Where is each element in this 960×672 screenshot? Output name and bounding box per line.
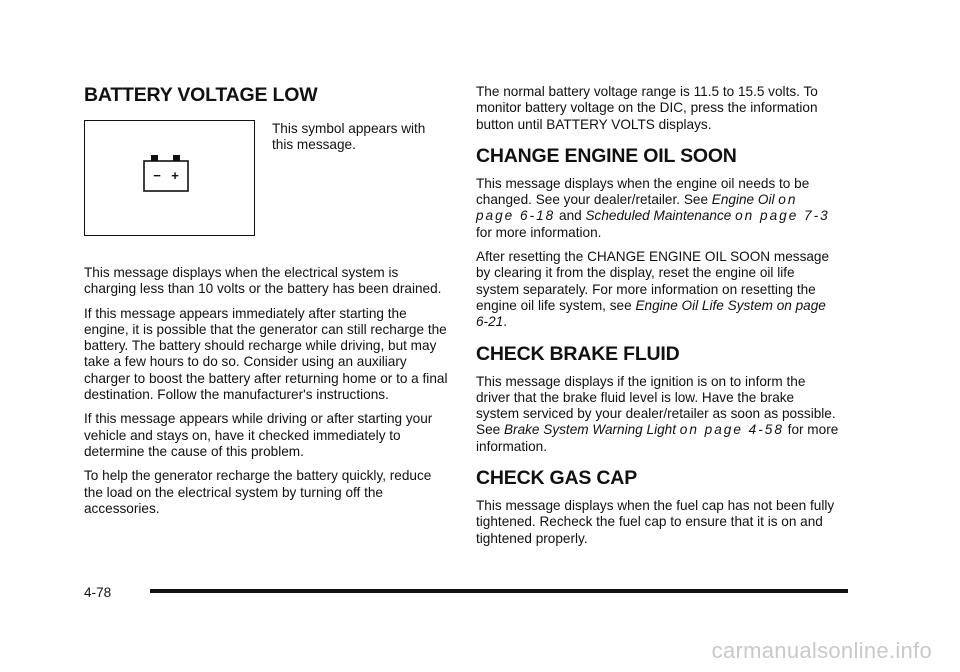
check-brake-fluid-heading: CHECK BRAKE FLUID <box>476 342 680 365</box>
battery-plus-sign: + <box>171 168 179 183</box>
oil-p1-end: for more information. <box>476 224 602 240</box>
symbol-frame <box>84 120 255 236</box>
change-engine-oil-soon-heading: CHANGE ENGINE OIL SOON <box>476 144 737 167</box>
scheduled-maintenance-link[interactable]: Scheduled Maintenance <box>585 208 732 224</box>
battery-voltage-low-heading: BATTERY VOLTAGE LOW <box>84 84 318 106</box>
battery-voltage-range-paragraph: The normal battery voltage range is 11.5 to 15.5 volts. To monitor battery voltage on the DIC, press the information button until BATTERY VOLTS displays. <box>476 84 818 132</box>
oil-paragraph-1 <box>476 176 840 241</box>
gas-cap-paragraph: This message displays when the fuel cap has not been fully tightened. Recheck the fuel cap to ensure that it is on and tightened properly. <box>476 498 835 546</box>
engine-oil-link[interactable]: Engine Oil <box>711 192 775 208</box>
symbol-row <box>84 120 448 238</box>
battery-paragraph-3: If this message appears while driving or after starting your vehicle and stays on, have it checked immediately to determine the cause of this problem. <box>84 411 433 459</box>
footer-rule <box>150 589 848 593</box>
oil-p1-and: and <box>555 208 586 224</box>
brake-warning-light-link[interactable]: Brake System Warning Light <box>503 422 676 438</box>
symbol-caption: This symbol appears with this message. <box>272 121 426 153</box>
brake-text: This message displays if the ignition is on to inform the driver that the brake fluid level is low. Have the brake system serviced by your dealer/retailer as soon as possible. See <box>476 373 836 438</box>
battery-minus-sign: − <box>153 168 161 183</box>
left-column <box>84 84 448 525</box>
battery-paragraph-2: If this message appears immediately after starting the engine, it is possible that the generator can still recharge the battery. The battery should recharge while driving, but may take a few hours to do so. Consider using an auxiliary charger to boost the battery after returning home or to a final destination. Follow the manufacturer's instructions. <box>84 305 448 403</box>
oil-paragraph-2 <box>476 249 840 330</box>
battery-paragraph-1: This message displays when the electrical system is charging less than 10 volts or the battery has been drained. <box>84 265 442 297</box>
engine-oil-life-link[interactable]: Engine Oil Life System on page 6-21 <box>476 297 826 330</box>
page-number: 4-78 <box>84 585 112 600</box>
brake-end: for more information. <box>476 422 839 454</box>
right-column <box>476 84 840 555</box>
engine-oil-page-ref[interactable]: on page 6-18 <box>476 192 798 224</box>
watermark: carmanualsonline.info <box>711 638 932 663</box>
check-gas-cap-heading: CHECK GAS CAP <box>476 467 637 490</box>
oil-p1-text: This message displays when the engine oil needs to be changed. See your dealer/retailer. See <box>476 175 810 208</box>
scheduled-maintenance-page-ref[interactable]: on page 7-3 <box>735 208 830 224</box>
brake-paragraph <box>476 374 840 455</box>
oil-p2-end: . <box>503 314 507 330</box>
brake-page-ref[interactable]: on page 4-58 <box>679 422 784 438</box>
oil-p2-text: After resetting the CHANGE ENGINE OIL SOON message by clearing it from the display, reset the engine oil life system separately. For more information on resetting the engine oil life system, see <box>476 249 830 313</box>
battery-paragraph-4: To help the generator recharge the battery quickly, reduce the load on the electrical system by turning off the accessories. <box>84 468 432 516</box>
battery-icon <box>143 155 195 195</box>
